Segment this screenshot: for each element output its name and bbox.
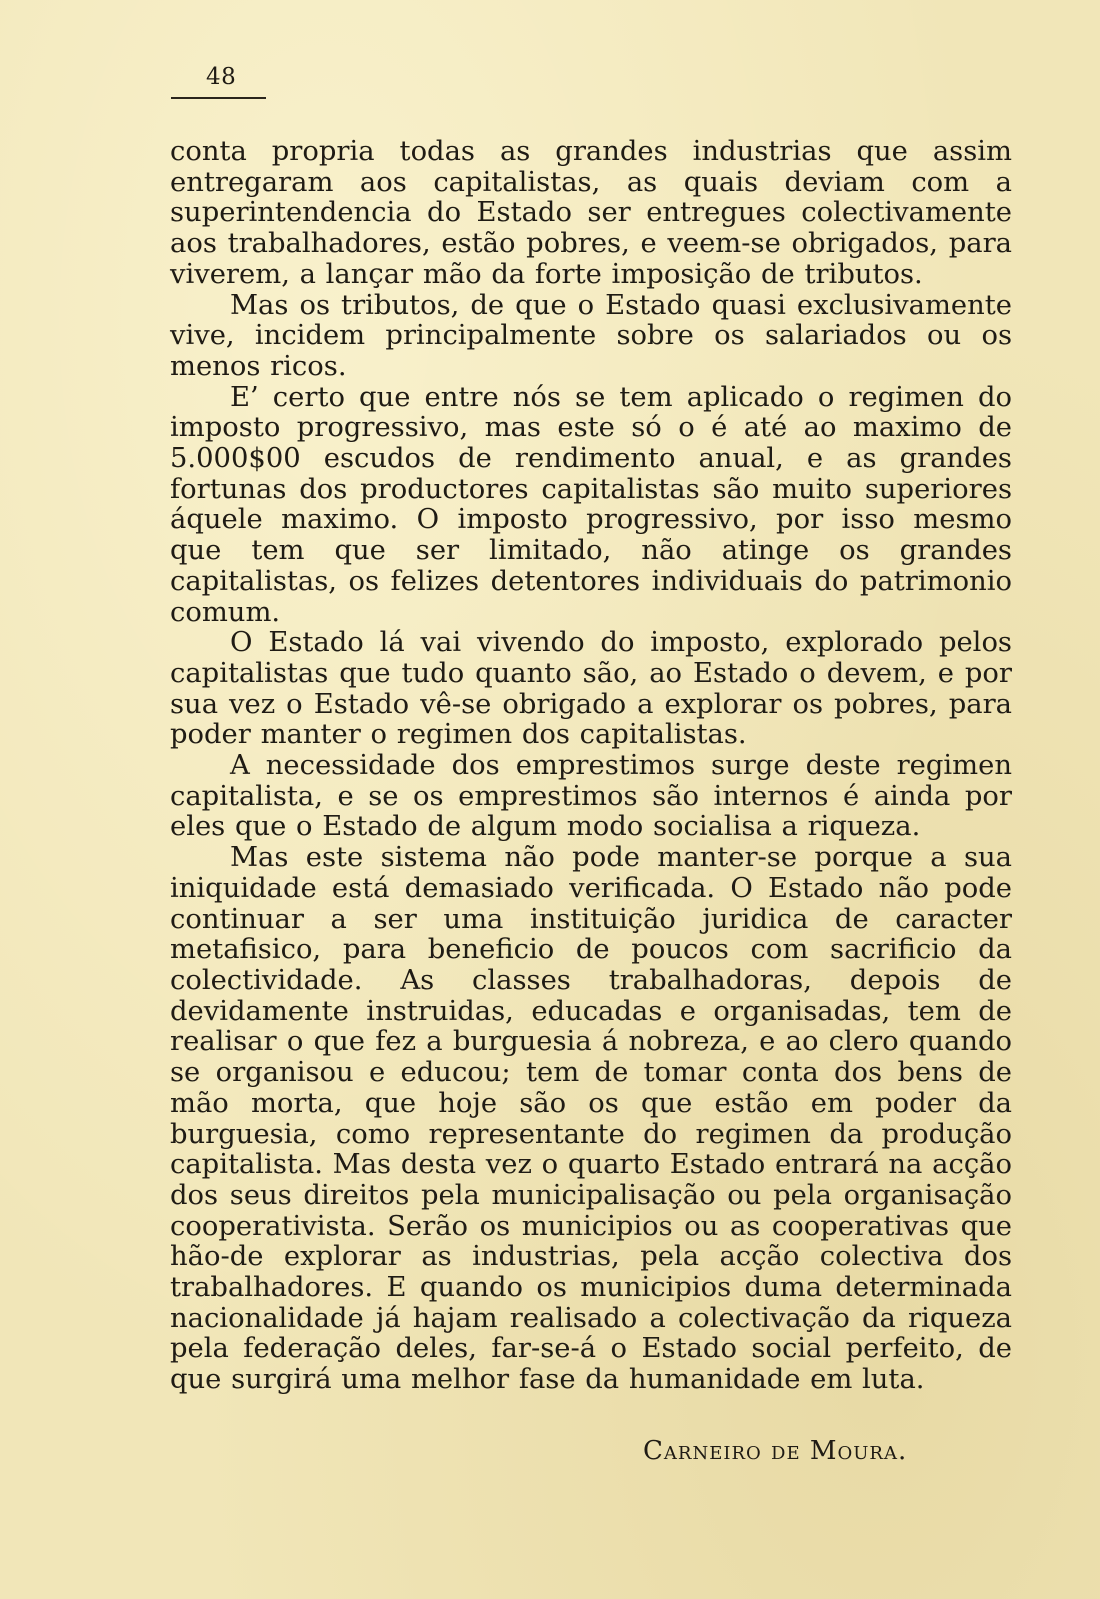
- paragraph: A necessidade dos emprestimos surge deste regimen capitalista, e se os emprestimos são internos é ainda por eles que o Estado de algum modo socialisa a riqueza.: [170, 750, 1012, 843]
- paragraph: conta propria todas as grandes industrias que assim entregaram aos capitalistas, as quais deviam com a superintendencia do Estado ser entregues colectivamente aos trabalhadores, estão pobres, e veem-se obrigados, para viverem, a lançar mão da forte imposição de tributos.: [170, 136, 1012, 290]
- author-signature: Carneiro de Moura.: [643, 1436, 908, 1466]
- paragraph: Mas os tributos, de que o Estado quasi exclusivamente vive, incidem principalmente sobre os salariados ou os menos ricos.: [170, 289, 1012, 382]
- paragraph: O Estado lá vai vivendo do imposto, explorado pelos capitalistas que tudo quanto são, ao Estado o devem, e por sua vez o Estado vê-se obrigado a explorar os pobres, para poder manter o regimen dos capitalistas.: [170, 627, 1012, 751]
- body-text: [170, 137, 1012, 1396]
- paragraph: Mas este sistema não pode manter-se porque a sua iniquidade está demasiado verificada. O Estado não pode continuar a ser uma instituição juridica de caracter metafisico, para beneficio de poucos com sacrificio da colectividade. As classes trabalhadoras, depois de devidamente instruidas, educadas e organisadas, tem de realisar o que fez a burguesia á nobreza, e ao clero quando se organisou e educou; tem de tomar conta dos bens de mão morta, que hoje são os que estão em poder da burguesia, como representante do regimen da produção capitalista. Mas desta vez o quarto Estado entrará na acção dos seus direitos pela municipalisação ou pela organisação cooperativista. Serão os municipios ou as cooperativas que hão-de explorar as industrias, pela acção colectiva dos trabalhadores. E quando os municipios duma determinada nacionalidade já hajam realisado a colectivação da riqueza pela federação deles, far-se-á o Estado social perfeito, de que surgirá uma melhor fase da humanidade em luta.: [170, 842, 1012, 1396]
- header-rule: [171, 97, 266, 99]
- page-number: 48: [206, 64, 237, 90]
- paragraph: E’ certo que entre nós se tem aplicado o regimen do imposto progressivo, mas este só o é até ao maximo de 5.000$00 escudos de rendimento anual, e as grandes fortunas dos productores capitalistas são muito superiores áquele maximo. O imposto progressivo, por isso mesmo que tem que ser limitado, não atinge os grandes capitalistas, os felizes detentores individuais do patrimonio comum.: [170, 381, 1012, 628]
